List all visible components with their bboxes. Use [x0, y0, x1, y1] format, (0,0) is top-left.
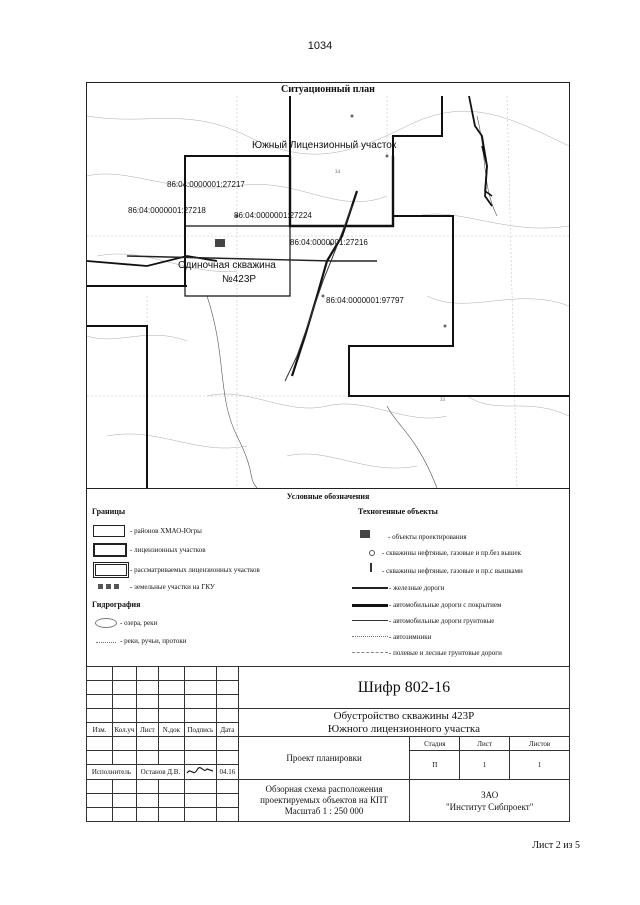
well-no-tower-icon [369, 550, 375, 556]
legend-item: - полевые и лесные грунтовые дороги [389, 649, 502, 657]
sheet-value: 1 [460, 751, 510, 780]
map-marker-number: 34 [335, 170, 340, 175]
legend-item: - автомобильные дороги с покрытием [389, 601, 502, 609]
license-border-swatch [93, 543, 127, 557]
parcel-label: 86:04:0000001:27216 [290, 238, 368, 247]
sheets-value: 1 [510, 751, 570, 780]
org-name: "Институт Сибпроект" [445, 801, 534, 812]
considered-license-swatch [93, 562, 129, 578]
drawing-scale: Масштаб 1 : 250 000 [284, 806, 364, 816]
legend-item: - объекты проектирования [388, 533, 467, 541]
map-marker-number: 33 [440, 398, 445, 403]
legend-item: - реки, ручьи, протоки [120, 637, 187, 645]
signature [184, 765, 216, 780]
stage-header: Стадия [410, 737, 460, 751]
drawing-name-line: проектируемых объектов на КПТ [260, 795, 388, 805]
legend-item: - рассматриваемых лицензионных участков [130, 566, 260, 574]
well-tower-icon [370, 563, 372, 572]
paved-road-swatch [352, 604, 388, 607]
executor-date: 04.16 [216, 765, 238, 780]
executor-role: Исполнитель [87, 765, 137, 780]
railway-swatch [352, 587, 388, 589]
header-cell: Изм. [87, 723, 113, 737]
executor-name: Останов Д.В. [136, 765, 184, 780]
legend-item: - озера, реки [120, 619, 158, 627]
org-type: ЗАО [481, 789, 499, 800]
project-object-swatch [360, 530, 370, 538]
stage-value: П [410, 751, 460, 780]
area-label: Южный Лицензионный участок [252, 140, 397, 151]
sheet-header: Лист [460, 737, 510, 751]
project-type: Проект планировки [238, 737, 410, 780]
divider [86, 488, 570, 489]
legend-item: - скважины нефтяные, газовые и пр.с вышками [382, 567, 523, 575]
lake-swatch [95, 618, 117, 628]
parcel-label: 86:04:0000001:27224 [234, 211, 312, 220]
dirt-road-swatch [352, 620, 388, 621]
land-parcel-swatch [98, 584, 122, 589]
project-code: Шифр 802-16 [238, 667, 569, 709]
header-cell: Лист [136, 723, 158, 737]
map-title: Ситуационный план [281, 84, 375, 95]
legend-title: Условные обозначения [286, 492, 370, 501]
legend-borders-heading: Границы [92, 507, 126, 516]
winter-road-swatch [352, 636, 388, 638]
legend-item: - автозимники [389, 633, 432, 641]
organization [410, 780, 570, 822]
district-border-swatch [93, 525, 125, 537]
legend-tech-heading: Техногенные объекты [358, 507, 438, 516]
object-name-line: Обустройство скважины 423Р [333, 709, 475, 722]
sheets-header: Листов [510, 737, 570, 751]
title-block [86, 666, 570, 822]
header-cell: Подпись [184, 723, 216, 737]
drawing-name [238, 780, 410, 822]
legend-item: - скважины нефтяные, газовые и пр.без вышек [382, 549, 522, 557]
sheet-footer: Лист 2 из 5 [532, 840, 580, 851]
legend-item: - земельные участки на ГКУ [130, 583, 215, 591]
header-cell: Кол.уч [112, 723, 136, 737]
parcel-label: 86:04:0000001:27218 [128, 206, 206, 215]
legend-hydro-heading: Гидрография [92, 600, 141, 609]
parcel-label: 86:04:0000001:27217 [167, 180, 245, 189]
stream-swatch [96, 642, 116, 644]
situation-map [87, 96, 569, 488]
field-road-swatch [352, 652, 388, 654]
object-name [238, 709, 569, 737]
header-cell: N.док [158, 723, 184, 737]
well-number-label: №423Р [222, 274, 257, 285]
header-cell: Дата [216, 723, 238, 737]
parcel-label: 86:04:0000001:97797 [326, 296, 404, 305]
page-number: 1034 [307, 40, 333, 52]
legend-item: - железные дороги [389, 584, 445, 592]
drawing-name-line: Обзорная схема расположения [265, 784, 383, 794]
well-label: Одиночная скважина [178, 260, 276, 271]
object-name-line: Южного лицензионного участка [327, 722, 480, 735]
legend-item: - районов ХМАО-Югры [130, 527, 202, 535]
legend-item: - автомобильные дороги грунтовые [389, 617, 495, 625]
legend-item: - лицензионных участков [130, 546, 206, 554]
